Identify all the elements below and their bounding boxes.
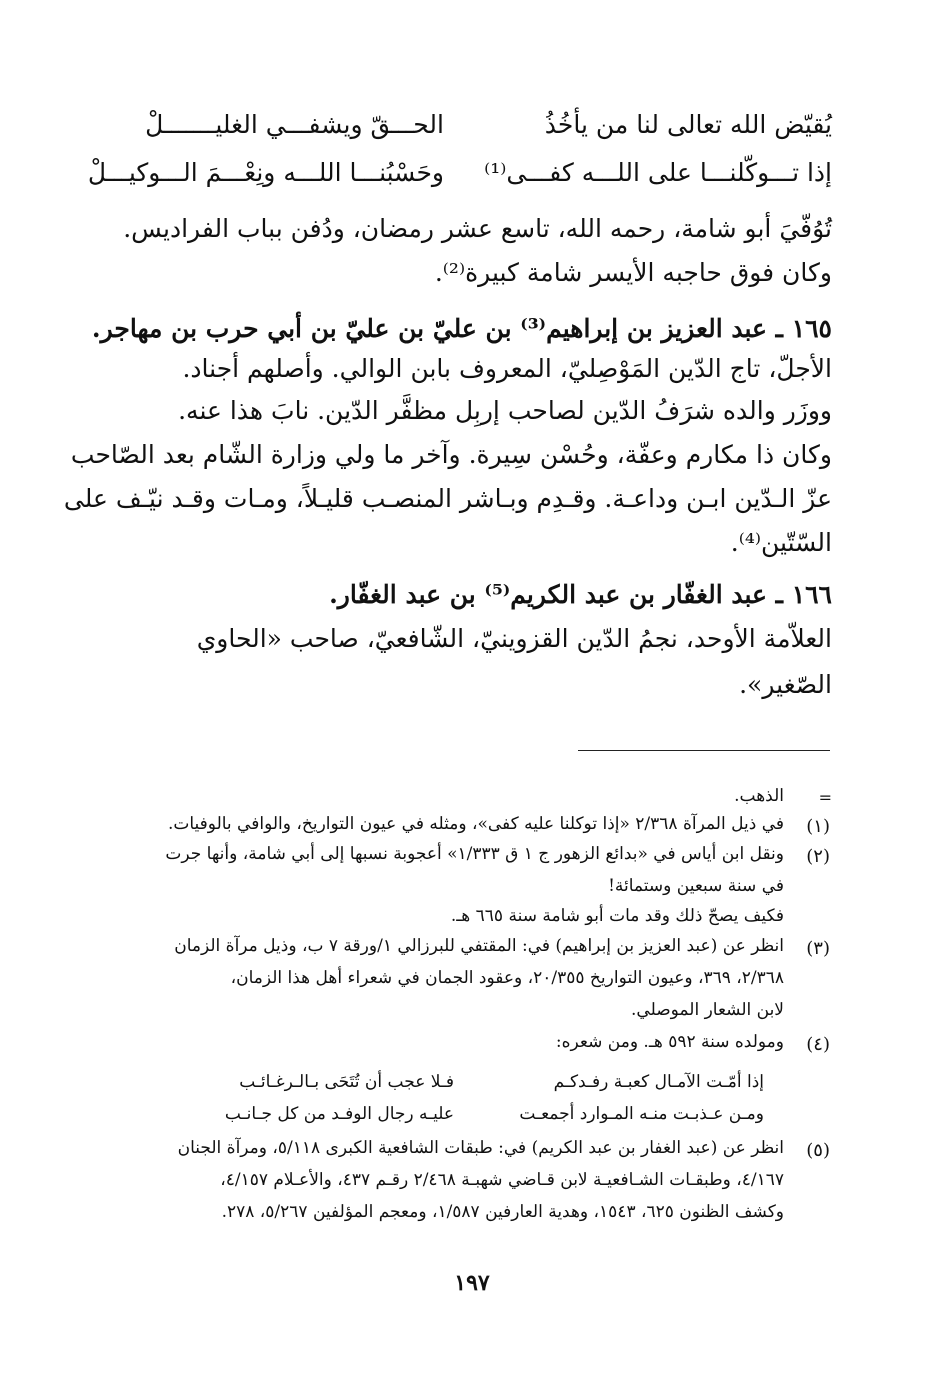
continuation-mark: = (818, 788, 832, 807)
footnote-continuation: الذهب. (734, 786, 784, 806)
verse-1-second-hemistich: الحـــقّ ويشفـــي الغليـــــــلْ (145, 110, 444, 139)
verse-2-second-hemistich: وحَسْبُنـــا اللـــه ونِعْـــمَ الـــوكيـــلْ (87, 158, 444, 187)
body-line: ووزَر والده شرَفُ الدّين لصاحب إربِل مظفَّر الدّين. نابَ هذا عنه. (178, 396, 832, 425)
footnote-number: (٢) (806, 846, 830, 867)
body-line: الأجلّ، تاج الدّين المَوْصِليّ، المعروف بابن الوالي. وأصلهم أجناد. (182, 354, 832, 383)
body-line: تُوُفّيَ أبو شامة، رحمه الله، تاسع عشر رمضان، ودُفن بباب الفراديس. (123, 214, 832, 243)
body-line: وكان ذا مكارم وعفّة، وحُسْن سِيرة. وآخر ما ولي وزارة الشّام بعد الصّاحب (70, 440, 832, 469)
verse-2-first-hemistich: إذا تـــوكّلنـــا على اللـــه كفـــى⁽¹⁾ (484, 158, 832, 187)
footnote-number: (٥) (806, 1140, 830, 1161)
footnote-number: (٤) (806, 1034, 830, 1055)
body-line: السّتّين⁽⁴⁾. (730, 528, 832, 557)
footnote-2-line: في سنة سبعين وستمائة! (608, 876, 784, 896)
page-number: ١٩٧ (454, 1270, 490, 1296)
footnote-5-line: انظر عن (عبد الغفار بن عبد الكريم) في: طبقات الشافعية الكبرى ٥/١١٨، ومرآة الجنان (177, 1138, 784, 1158)
footnote-4-line: ومولده سنة ٥٩٢ هـ. ومن شعره: (555, 1032, 784, 1052)
footnote-4-verse: ومـن عـذبـت منـه المـوارد أجمعـت (519, 1104, 764, 1124)
footnote-3-line: ٢/٣٦٨، ٣٦٩، وعيون التواريخ ٢٠/٣٥٥، وعقود الجمان في شعراء أهل هذا الزمان، (230, 968, 784, 988)
body-line: العلاّمة الأوحد، نجمُ الدّين القزوينيّ، الشّافعيّ، صاحب «الحاوي (196, 624, 832, 653)
footnote-5-line: ٤/١٦٧، وطبقـات الشـافعيـة لابن قـاضي شهبـة ٢/٤٦٨ رقـم ٤٣٧، والأعـلام ٤/١٥٧، (220, 1170, 784, 1190)
body-line: الصّغير». (739, 670, 832, 699)
body-line: عزّ الـدّين ابـن وداعـة. وقـدِم وبـاشر المنصـب قليـلاً، ومـات وقـد نيّـف على (63, 484, 832, 513)
footnote-number: (٣) (806, 938, 830, 959)
footnote-4-verse: عليـه رجال الوفـد من كل جـانـب (224, 1104, 454, 1124)
footnote-2-line: فكيف يصحّ ذلك وقد مات أبو شامة سنة ٦٦٥ هـ. (450, 906, 784, 926)
footnote-3-line: لابن الشعار الموصلي. (631, 1000, 784, 1020)
entry-heading-166: ١٦٦ ـ عبد الغفّار بن عبد الكريم⁽⁵⁾ بن عبد الغفّار. (329, 580, 832, 609)
footnote-4-verse: فـلا عجب أن تُتَحَى بـالـرغـائـب (239, 1072, 454, 1092)
entry-heading-165: ١٦٥ ـ عبد العزيز بن إبراهيم⁽³⁾ بن عليّ بن عليّ بن أبي حرب بن مهاجر. (91, 314, 832, 343)
footnote-separator (578, 750, 830, 751)
footnote-5-line: وكشف الظنون ٦٢٥، ١٥٤٣، وهدية العارفين ١/٥٨٧، ومعجم المؤلفين ٥/٢٦٧، ٢٧٨. (221, 1202, 784, 1222)
body-line: وكان فوق حاجبه الأيسر شامة كبيرة⁽²⁾. (434, 258, 832, 287)
footnote-3-line: انظر عن (عبد العزيز بن إبراهيم) في: المقتفي للبرزالي ١/ورقة ٧ ب، وذيل مرآة الزمان (174, 936, 784, 956)
footnote-4-verse: إذا أمّـت الآمـال كعبـة رفـدكـم (553, 1072, 764, 1092)
footnote-2-line: ونقل ابن أياس في «بدائع الزهور ج ١ ق ١/٣٣٣» أعجوبة نسبها إلى أبي شامة، وأنها جرت (165, 844, 784, 864)
footnote-1: في ذيل المرآة ٢/٣٦٨ «إذا توكلنا عليه كفى»، ومثله في عيون التواريخ، والوافي بالوفيات. (167, 814, 784, 834)
verse-1-first-hemistich: يُقيّض الله تعالى لنا من يأخُذُ (544, 110, 832, 139)
footnote-number: (١) (806, 816, 830, 837)
